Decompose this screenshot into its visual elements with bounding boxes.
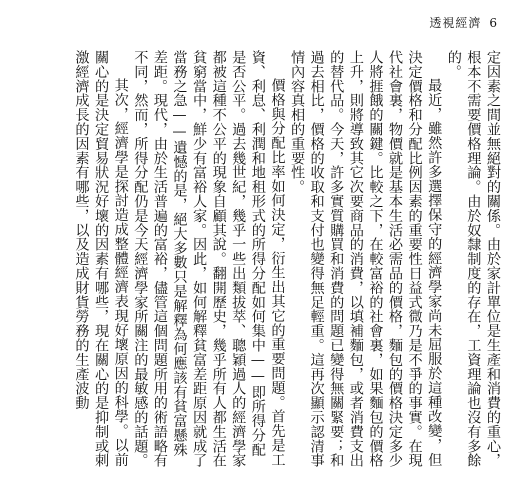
page-number: 6 — [489, 16, 498, 30]
running-title: 透視經濟 — [429, 16, 482, 30]
paragraph-2: 最近，雖然許多選擇保守的經濟學家尚未屈服於這種改變，但決定價格和分配比例因素的重要性日益式微乃是不爭的事實。在現代社會裏，物價就是基本生活必需品的價格，麵包的價格決定多少人將捱餓的關鍵。比較之下，在較富裕的社會裏，如果麵包的價格上升，則將導致其它次要商品的消費，以填補麵包，或者消費支出的替代品。今天，許多實質購買和消費的問題已變得無關緊要；和過去相比，價格的收取和支付也變得無足輕重。這再次顯示認清事情內容真相的重要性。 — [289, 50, 443, 468]
paragraph-1: 定因素之間並無絕對的關係。由於家計單位是生產和消費的重心，根本不需要價格理論。由於奴隸制度的存在，工資理論也沒有多餘的。 — [445, 50, 501, 468]
body-text — [12, 50, 502, 470]
paragraph-4: 其次，經濟學是探討造成整體經濟表現好壞原因的科學。以前關心的是決定貿易狀況好壞的因素有哪些，現在關心的是抑制或刺激經濟成長的因素有哪些，以及造成財貨勞務的生產波動 — [73, 50, 129, 468]
running-header — [429, 14, 498, 31]
paragraph-3: 價格與分配比率如何決定，衍生出其它的重要問題。首先是工資、利息、利潤和地租形式的所得分配如何集中——即所得分配是否公平。過去幾世紀，幾乎一些出類拔萃、聰穎過人的經濟學家都被這種不公平的現象自顧其說。翻開歷史，幾乎所有人都生活在貧窮當中，鮮少有富裕人家。因此，如何解釋貧富差距原因就成了當務之急——遺憾的是，絕大多數只是解釋為何應該有貧富懸殊差距。現代，由於生活普遍的富裕，儘管這個問題所用的術語略有不同，然而，所得分配仍是今天經濟學家所關注的最敏感的話題。 — [132, 50, 286, 468]
